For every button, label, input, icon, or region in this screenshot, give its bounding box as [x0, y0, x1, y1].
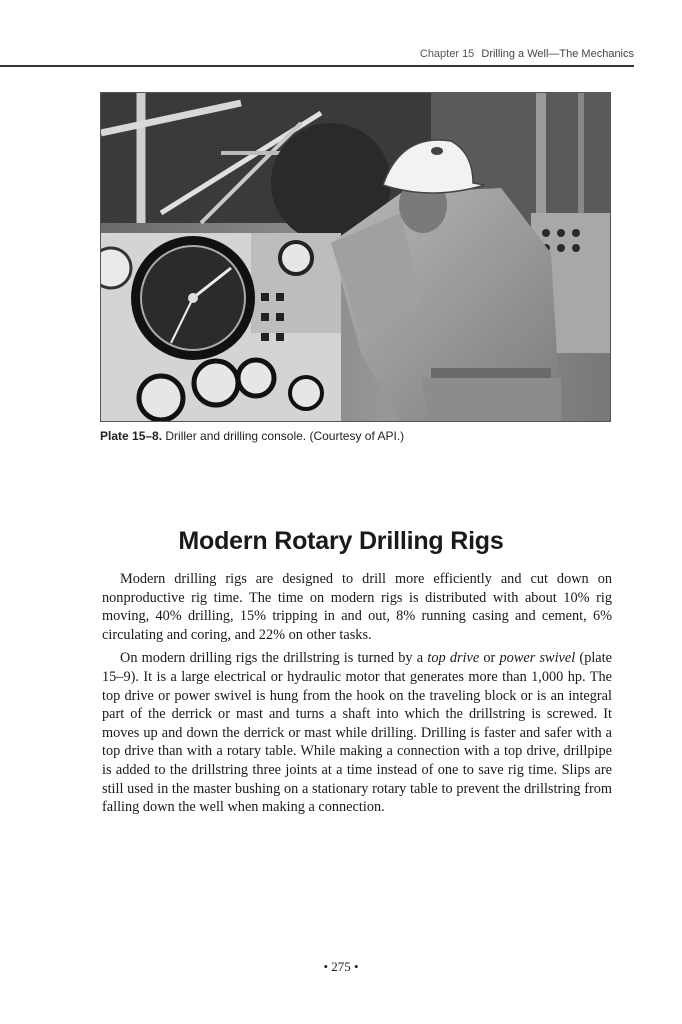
running-head — [420, 48, 634, 60]
page-number: • 275 • — [323, 959, 359, 974]
running-head-title: Drilling a Well—The Mechanics — [481, 48, 634, 60]
running-head-chapter: Chapter 15 — [419, 48, 475, 60]
paragraph-1: Modern drilling rigs are designed to drill more efficiently and cut down on nonproductive rig time. The time on modern rigs is distributed with about 10% rig moving, 40% drilling, 15% tripping in and out, 8% running casing and cement, 6% circulating and coring, and 22% on other tasks. — [102, 571, 612, 643]
section-title: Modern Rotary Drilling Rigs — [178, 527, 504, 555]
plate-photo-driller-console — [100, 92, 611, 422]
term-power-swivel: power swivel — [499, 650, 576, 667]
plate-label: Plate 15–8. — [100, 429, 163, 443]
header-rule — [0, 65, 634, 67]
body-text — [102, 570, 612, 822]
term-top-drive: top drive — [427, 650, 480, 667]
paragraph-2-rest: (plate 15–9). It is a large electrical or hydraulic motor that generates more than 1,000 hp. The top drive or power swivel is hung from the hook on the traveling block or is an integral part of the derrick or mast and turns a shaft into which the drillstring is screwed. It moves up and down the derrick or mast while drilling. Drilling is faster and safer with a top drive than with a rotary table. While making a connection with a top drive, drillpipe is added to the drillstring three joints at a time instead of one to save rig time. Slips are still used in the master bushing on a stationary rotary table to prevent the drillstring from falling down the well when making a connection. — [102, 650, 612, 816]
plate-caption — [100, 429, 620, 443]
paragraph-2-intro: On modern drilling rigs the drillstring is turned by a — [120, 650, 428, 667]
paragraph-2-connector: or — [479, 650, 500, 667]
plate-caption-text: Driller and drilling console. (Courtesy of API.) — [165, 429, 405, 443]
paragraph-2 — [102, 649, 612, 816]
